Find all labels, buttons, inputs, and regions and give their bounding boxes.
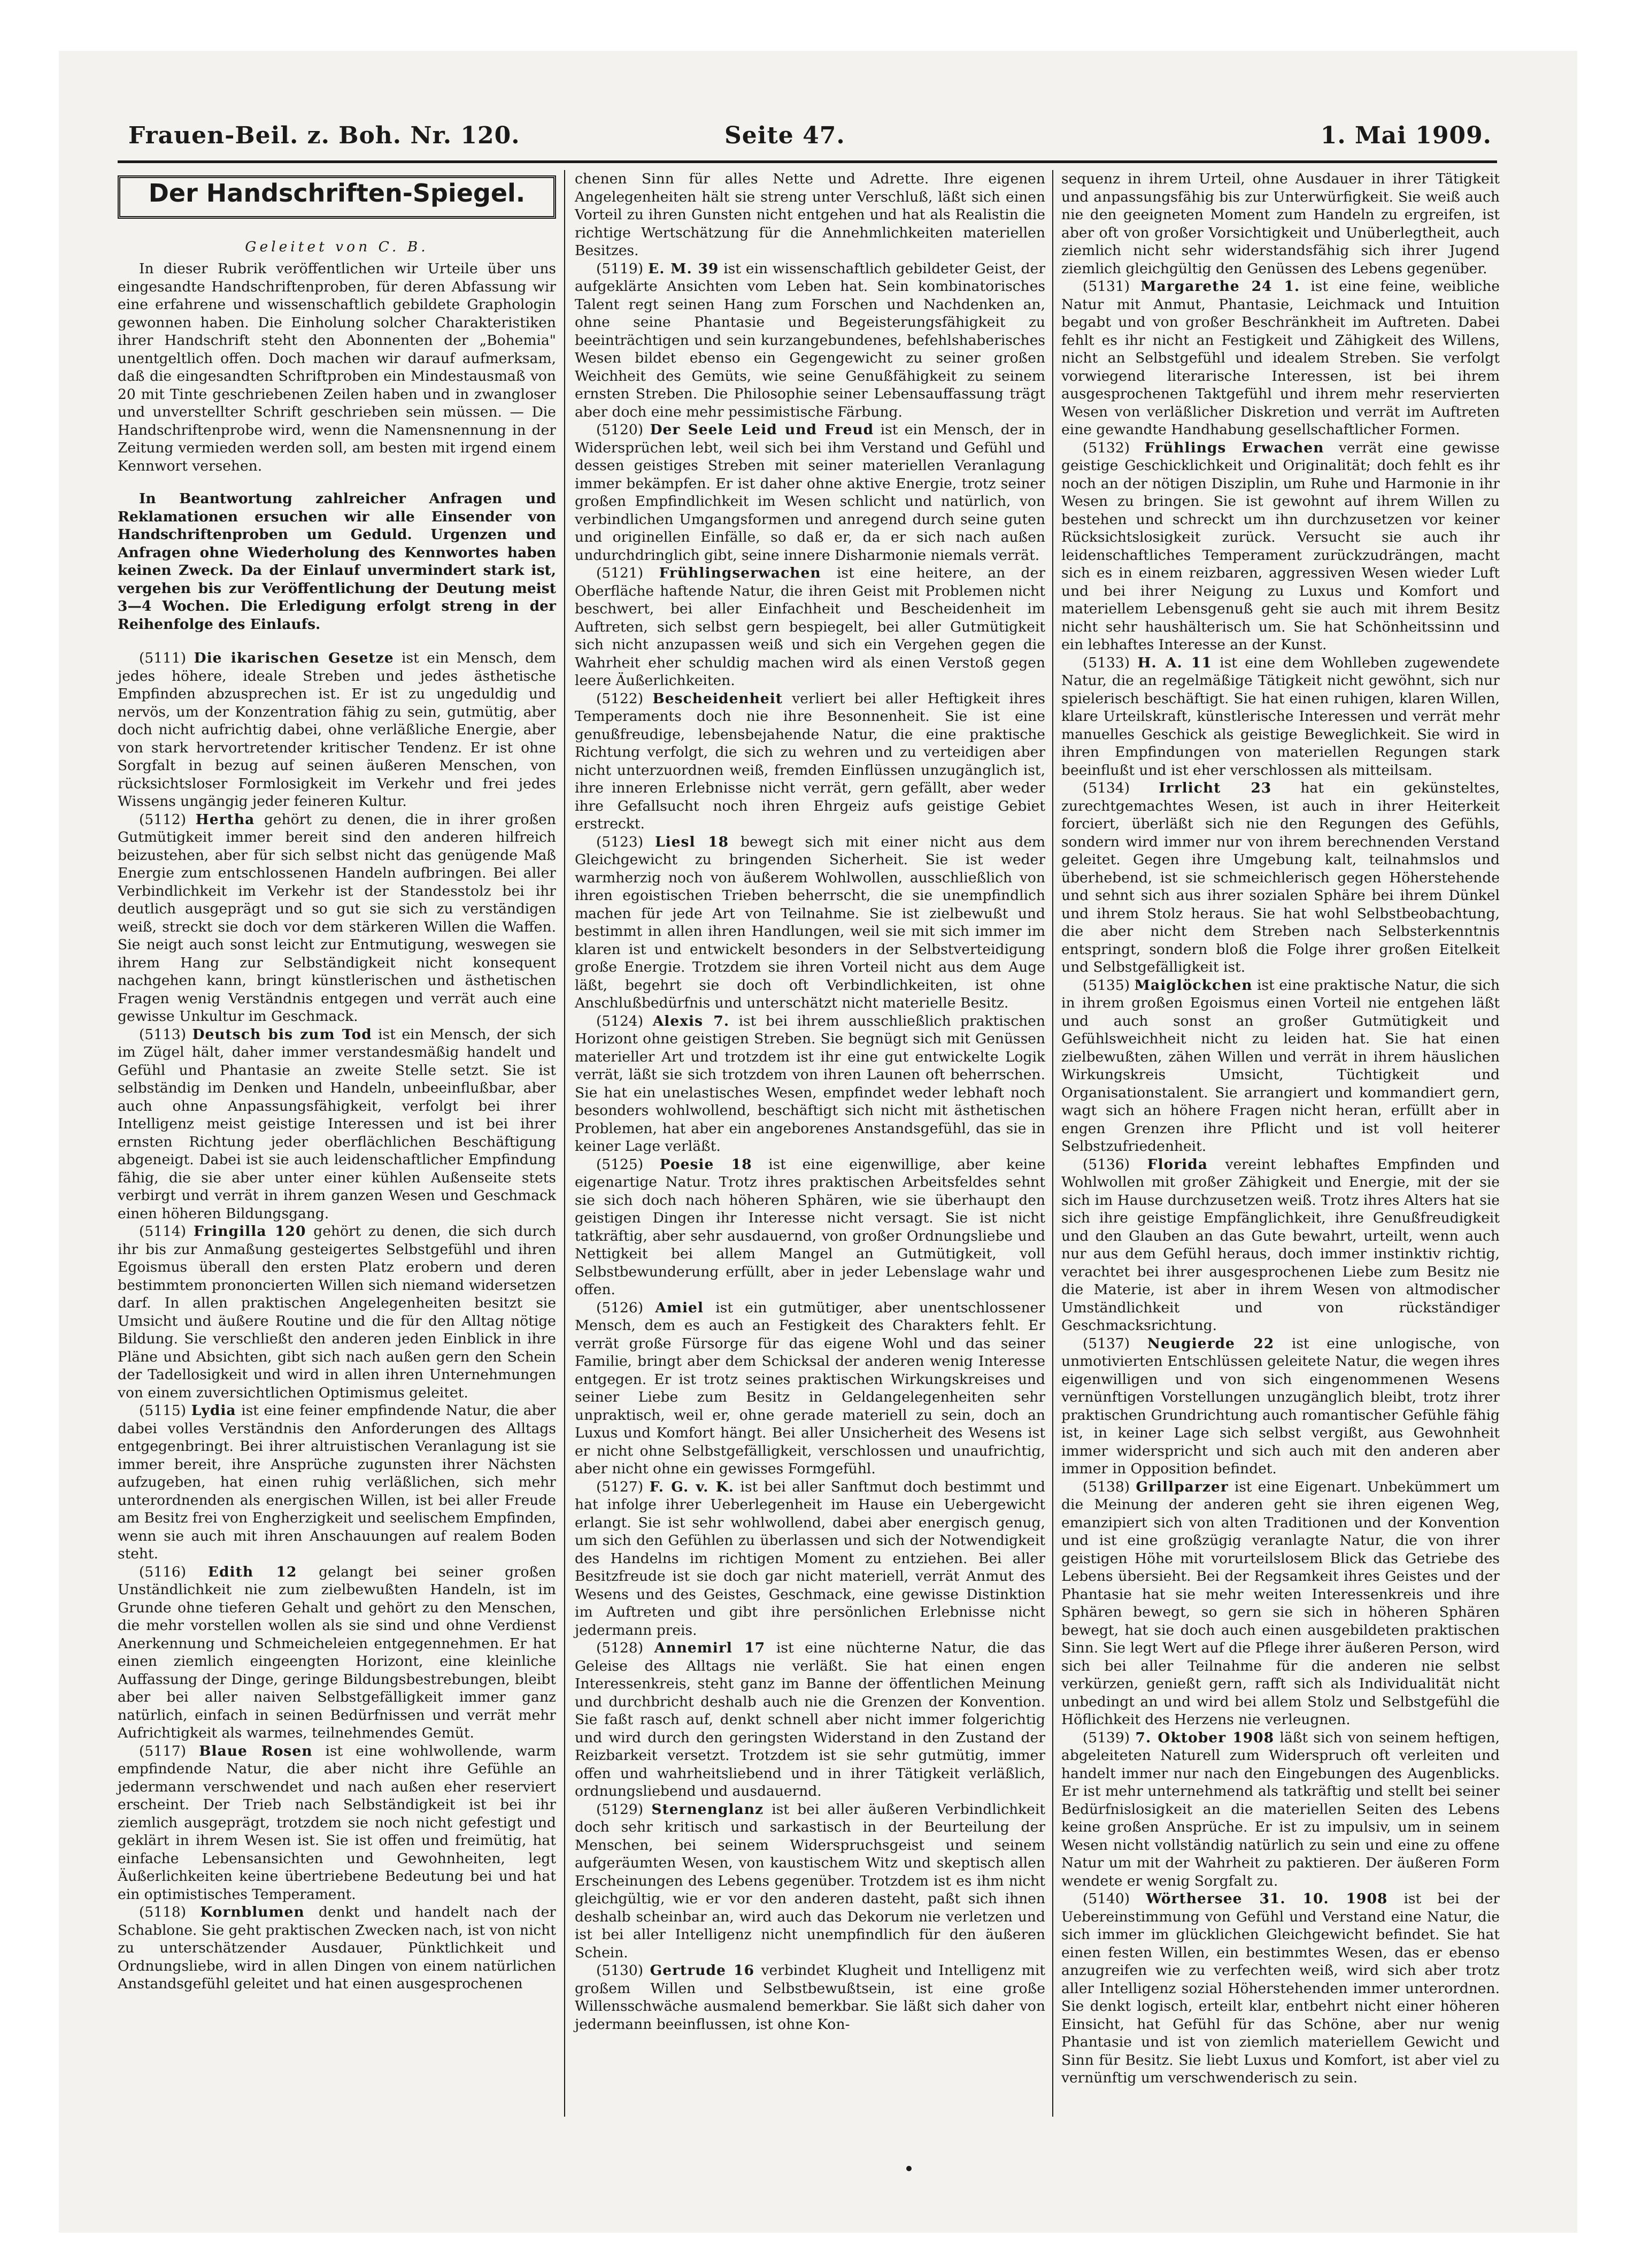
entry-number: (5114) bbox=[139, 1223, 194, 1240]
notice-paragraph: In Beantwortung zahlreicher Anfragen und Reklamationen ersuchen wir alle Einsender von Handschriftenproben um Geduld. Urgenzen und Anfragen ohne Wiederholung des Kennwortes haben keinen Zweck. Da der Einlauf unvermindert stark ist, vergehen bis zur Veröffentlichung der Deutung meist 3—4 Wochen. Die Erledigung erfolgt streng in der Reihenfolge des Einlaufs. bbox=[118, 490, 556, 633]
entry bbox=[1061, 1335, 1500, 1478]
entry-keyword: Annemirl 17 bbox=[654, 1640, 766, 1656]
entry-keyword: Frühlings Erwachen bbox=[1144, 439, 1324, 456]
entry-number: (5140) bbox=[1083, 1890, 1146, 1907]
entry bbox=[1061, 1156, 1500, 1335]
entry-text: denkt und handelt nach der Schablone. Sie geht praktischen Zwecken nach, ist von nicht zu unterschätzender Ausdauer, Pünktlichkeit und Ordnungsliebe, wird in allen Dingen von einem natürlichen Anstandsgefühl geleitet und hat einen ausgesprochenen bbox=[118, 1904, 556, 1992]
entry bbox=[118, 1402, 556, 1563]
entry-number: (5137) bbox=[1083, 1335, 1147, 1352]
entry-number: (5129) bbox=[596, 1801, 652, 1818]
entry-number: (5139) bbox=[1083, 1729, 1136, 1746]
entry-text: verrät eine gewisse geistige Geschicklichkeit und Originalität; doch fehlt es ihr noch an der nötigen Disziplin, um Ruhe und Harmonie in ihr Wesen zu bringen. Sie ist gewohnt auf ihrem Willen zu bestehen und schreckt um ihn durchzusetzen vor keiner Rücksichtslosigkeit zurück. Versucht sie auch ihr leidenschaftliches Temperament zurückzudrängen, macht sich es in einem reizbaren, aggressiven Wesen wieder Luft und bei ihrer Neigung zu Luxus und Komfort und materiellem Lebensgenuß geht sie auch mit ihrem Besitz nicht sehr haushälterisch um. Sie hat Schönheitssinn und ein lebhaftes Interesse an der Kunst. bbox=[1061, 439, 1500, 653]
entry-keyword: Poesie 18 bbox=[659, 1156, 752, 1173]
entry-text: ist bei aller Sanftmut doch bestimmt und hat infolge ihrer Ueberlegenheit im Hause ein Uebergewicht erlangt. Sie ist sehr wohlwollend, dabei aber energisch genug, um sich den Gefühlen zu überlassen und sich der Notwendigkeit des Handelns im richtigen Moment zu entziehen. Bei aller Besitzfreude ist sie doch gar nicht materiell, verrät Anmut des Wesens und des Geistes, Geschmack, eine gewisse Distinktion im Auftreten und gibt ihre persönlichen Erlebnisse nicht jedermann preis. bbox=[575, 1478, 1045, 1639]
entry bbox=[118, 1903, 556, 1993]
entry-number: (5126) bbox=[596, 1299, 655, 1316]
entry bbox=[575, 1478, 1045, 1640]
entry-keyword: Der Seele Leid und Freud bbox=[650, 421, 874, 438]
entry bbox=[118, 649, 556, 811]
entry-text: vereint lebhaftes Empfinden und Wohlwollen mit großer Zähigkeit und Energie, mit der sie sich im Hause durchzusetzen weiß. Trotz ihres Alters hat sie sich ihre geistige Empfänglichkeit, ihre Genußfreudigkeit und den Glauben an das Gute bewahrt, urteilt, wenn auch nur aus dem Gefühl heraus, doch immer instinktiv richtig, verachtet bei ihrer ausgesprochenen Liebe zum Besitz nie die Materie, ist aber in ihrem Wesen von altmodischer Umständlichkeit und von rückständiger Geschmacksrichtung. bbox=[1061, 1156, 1500, 1334]
entry-text: ist eine eigenwillige, aber keine eigenartige Natur. Trotz ihres praktischen Arbeitsfeldes sehnt sie sich doch nach höheren Sphären, wie sie überhaupt den geistigen Dingen ihr Interesse nicht versagt. Sie ist nicht tatkräftig, aber sehr ausdauernd, von großer Ordnungsliebe und Nettigkeit bei allem Mangel an Gutmütigkeit, voll Selbstbewunderung erfüllt, aber in jeder Lebenslage wahr und offen. bbox=[575, 1156, 1046, 1298]
column-3 bbox=[1061, 170, 1500, 2087]
entry-text: ist bei ihrem ausschließlich praktischen Horizont ohne geistigen Streben. Sie begnügt sich mit Genüssen materieller Art und trotzdem ist ihr eine gut entwickelte Logik verrät, läßt sie sich trotzdem von ihren Launen oft beherrschen. Sie hat ein unelastisches Wesen, empfindet weder lebhaft noch besonders wohlwollend, beschäftigt sich nicht mit ästhetischen Problemen, hat aber ein angeborenes Anstandsgefühl, das sie in keiner Lage verläßt. bbox=[575, 1012, 1045, 1155]
page-end-bullet bbox=[906, 2166, 912, 2171]
entry-text: ist eine Eigenart. Unbekümmert um die Meinung der anderen geht sie ihren eigenen Weg, emanzipiert sich von alten Traditionen und der Konvention und ist eine großzügig veranlagte Natur, die von ihrer geistigen Höhe mit vorurteilslosem Blick das Getriebe des Lebens übersieht. Bei der Regsamkeit ihres Geistes und der Phantasie hat sie mehr weiten Interessenkreis und ihre Sphären bewegt, so gern sie sich in höheren Sphären bewegt, hat sie doch auch einen ausgebildeten praktischen Sinn. Sie legt Wert auf die Pflege ihrer äußeren Person, wird sich bei aller Teilnahme für die anderen nie selbst verkürzen, genießt gern, rafft sich als Individualität nicht unbedingt an und wird bei allem Stolz und Selbstgefühl die Höflichkeit des Herzens nie verleugnen. bbox=[1061, 1478, 1500, 1728]
entry-number: (5132) bbox=[1083, 439, 1145, 456]
entry-text: hat ein gekünsteltes, zurechtgemachtes Wesen, ist auch in ihrer Heiterkeit forciert, überläßt sich nie den Regungen des Gefühls, sondern wird immer nur von ihrem berechnenden Verstand geleitet. Gegen ihre Umgebung kalt, teilnahmslos und überhebend, ist sie schmeichlerisch gegen Höherstehende und sehnt sich aus ihrer sozialen Sphäre bei ihrem Dünkel und ihrem Stolz heraus. Sie hat wohl Selbstbeobachtung, die aber nicht dem Streben nach Selbsterkenntnis entspringt, sondern bloß die Folge ihrer großen Eitelkeit und Selbstgefälligkeit ist. bbox=[1061, 780, 1500, 975]
entry bbox=[118, 811, 556, 1026]
entry-keyword: Edith 12 bbox=[207, 1563, 297, 1580]
entry-keyword: Blaue Rosen bbox=[199, 1742, 313, 1759]
entry bbox=[575, 1299, 1045, 1478]
entry-keyword: Deutsch bis zum Tod bbox=[192, 1026, 372, 1043]
entry-keyword: 7. Oktober 1908 bbox=[1135, 1729, 1275, 1746]
entry-keyword: Margarethe 24 1. bbox=[1140, 278, 1300, 295]
entry-text: gehört zu denen, die in ihrer großen Gutmütigkeit immer bereit sind den anderen hilfreich beizustehen, aber für sich selbst nicht das genügende Maß Energie zum entschlossenen Handeln aufbringen. Bei aller Verbindlichkeit im Verkehr ist der Standesstolz bei ihr deutlich ausgeprägt und so gut sie sich zu verständigen weiß, streckt sie doch vor dem stärkeren Willen die Waffen. Sie neigt auch sonst leicht zur Entmutigung, weswegen sie ihrem Hang zur Selbständigkeit nicht konsequent nachgehen kann, bringt künstlerischen und ästhetischen Fragen wenig Verständnis entgegen und verrät auch eine gewisse Unkultur im Geschmack. bbox=[118, 811, 556, 1025]
column-2-entries bbox=[575, 260, 1045, 2034]
entry bbox=[1061, 278, 1500, 439]
entry-keyword: Liesl 18 bbox=[655, 833, 729, 850]
entry-number: (5113) bbox=[139, 1026, 192, 1043]
entry-keyword: E. M. 39 bbox=[648, 260, 719, 277]
entry-number: (5112) bbox=[139, 811, 196, 828]
entry-text: ist ein Mensch, der in Widersprüchen lebt, weil sich bei ihm Verstand und Gefühl und dessen geistiges Streben mit seiner materiellen Veranlagung immer bekämpfen. Er ist daher ohne aktive Energie, trotz seiner großen Empfindlichkeit im Wesen schlicht und natürlich, von verbindlichen Umgangsformen und anregend durch seine guten und originellen Einfälle, so daß er, da er sich nach außen undurchdringlich gibt, seine innere Disharmonie niemals verrät. bbox=[575, 421, 1046, 564]
entry-number: (5115) bbox=[139, 1402, 191, 1419]
column-2-lead: chenen Sinn für alles Nette und Adrette. Ihre eigenen Angelegenheiten hält sie streng unter Verschluß, läßt sich einen Vorteil zu ihren Gunsten nicht entgehen und hat als Realistin die richtige Wertschätzung für die Annehmlichkeiten materiellen Besitzes. bbox=[575, 171, 1045, 259]
entry-text: ist ein wissenschaftlich gebildeter Geist, der aufgeklärte Ansichten vom Leben hat. Sein kombinatorisches Talent regt seinen Hang zum Forschen und Nachdenken an, ohne seine Phantasie und Begeisterungsfähigkeit zu beeinträchtigen und sein kurzangebundenes, befehlshaberisches Wesen bildet ebenso ein Gegengewicht zu seiner großen Weichheit des Gemüts, wie seine Genußfähigkeit zu seinem ernsten Streben. Die Philosophie seiner Lebensauffassung trägt aber doch eine mehr pessimistische Färbung. bbox=[575, 260, 1045, 420]
entry-number: (5128) bbox=[596, 1640, 654, 1656]
entry-keyword: F. G. v. K. bbox=[649, 1478, 735, 1495]
entry-number: (5122) bbox=[596, 690, 653, 707]
entry bbox=[118, 1026, 556, 1223]
entry-keyword: Wörthersee 31. 10. 1908 bbox=[1146, 1890, 1388, 1907]
entry bbox=[575, 1156, 1045, 1299]
entry-text: ist ein Mensch, dem jedes höhere, ideale Streben und jedes ästhetische Empfinden abzusprechen ist. Er ist zu ungeduldig und nervös, um der Konzentration fähig zu sein, gutmütig, aber doch nicht aufrichtig dabei, ohne verläßliche Energie, aber von stark hervortretender kritischer Tendenz. Er ist ohne Sorgfalt in bezug auf seinen äußeren Menschen, von rücksichtsloser Formlosigkeit im Verkehr und frei jedes Wissens ungängig jeder feineren Kultur. bbox=[118, 650, 557, 810]
entry-keyword: Alexis 7. bbox=[652, 1012, 730, 1029]
byline: Geleitet von C. B. bbox=[245, 238, 429, 255]
entry bbox=[575, 1639, 1045, 1801]
entry-number: (5117) bbox=[139, 1742, 199, 1759]
entry-text: läßt sich von seinem heftigen, abgeleiteten Naturell zum Widerspruch oft verleiten und handelt immer nur nach den Eingebungen des Augenblicks. Er ist mehr unternehmend als tatkräftig und stellt bei seiner Bedürfnislosigkeit an die materiellen Seiten des Lebens keine großen Ansprüche. Er ist zu impulsiv, um in seinem Wesen nicht vollständig natürlich zu sein und eine zu offene Natur um mit der Wahrheit zu paktieren. Der äußeren Form wendete er wenig Sorgfalt zu. bbox=[1061, 1729, 1500, 1889]
running-head-page-number: Seite 47. bbox=[724, 122, 845, 149]
entry-text: ist eine dem Wohlleben zugewendete Natur, die an regelmäßige Tätigkeit nicht gewöhnt, sich nur spielerisch beschäftigt. Sie hat einen ruhigen, klaren Willen, klare Urteilskraft, künstlerische Interessen und verrät mehr manuelles Geschick als geistige Beweglichkeit. Sie wird in ihren Empfindungen von materiellen Regungen stark beeinflußt und ist eher verschlossen als mitteilsam. bbox=[1061, 654, 1500, 779]
entry-text: ist eine feiner empfindende Natur, die aber dabei volles Verständnis den Anforderungen des Alltags entgegenbringt. Bei ihrer altruistischen Veranlagung ist sie immer bereit, ihre Ansprüche zugunsten ihrer Nächsten aufzugeben, hat einen ruhig verläßlichen, sich mehr unterordnenden als energischen Willen, ist bei aller Freude am Besitz frei von Engherzigkeit und seelischem Empfinden, wenn sie auch mit ihren Anschauungen auf realem Boden steht. bbox=[118, 1402, 556, 1562]
entry-keyword: Sternenglanz bbox=[651, 1801, 764, 1818]
entry-keyword: Kornblumen bbox=[200, 1904, 305, 1920]
header-rule bbox=[118, 160, 1497, 163]
entry-text: ist ein gutmütiger, aber unentschlossener Mensch, dem es auch an Festigkeit des Charakters fehlt. Er verrät große Fürsorge für das eigene Wohl und das seiner Familie, bringt aber dem Schicksal der anderen wenig Interesse entgegen. Er ist trotz seines praktischen Wirkungskreises und seiner Liebe zum Besitz in Geldangelegenheiten sehr unpraktisch, weil er, ohne gerade materiell zu sein, doch an Luxus und Komfort hängt. Bei aller Unsicherheit des Wesens ist er nicht ohne Selbstgefälligkeit, verschlossen und unaufrichtig, aber nicht ohne ein gewisses Formgefühl. bbox=[575, 1299, 1045, 1477]
entry-number: (5138) bbox=[1083, 1478, 1136, 1495]
entry-text: gehört zu denen, die sich durch ihr bis zur Anmaßung gesteigertes Selbstgefühl und ihren Egoismus überall den ersten Platz erobern und deren bestimmtem prononcierten Willen sich niemand widersetzen darf. In allen praktischen Angelegenheiten besitzt sie Umsicht und äußere Routine und die für den Alltag nötige Bildung. Sie verschließt den anderen jeden Einblick in ihre Pläne und Absichten, gibt sich nach außen gern den Schein der Tadellosigkeit und wird in allen ihren Unternehmungen von einem zuversichtlichen Optimismus geleitet. bbox=[118, 1223, 557, 1401]
column-3-entries bbox=[1061, 278, 1500, 2087]
entry bbox=[1061, 439, 1500, 654]
entry-keyword: Florida bbox=[1147, 1156, 1208, 1173]
column-divider-2 bbox=[1052, 170, 1053, 2117]
entry-keyword: Neugierde 22 bbox=[1147, 1335, 1275, 1352]
entry-text: ist bei aller äußeren Verbindlichkeit doch sehr kritisch und sarkastisch in der Beurteilung der Menschen, bei seinem Widerspruchsgeist und seinem aufgeräumten Wesen, von kaustischem Witz und skeptisch allen Erscheinungen des Lebens gegenüber. Trotzdem ist es ihm nicht gleichgültig, wie er vor den anderen dasteht, paßt sich ihnen deshalb scheinbar an, wird auch das Dekorum nie verletzen und ist bei aller Intelligenz nicht unempfindlich für den äußeren Schein. bbox=[575, 1801, 1045, 1961]
column-3-lead: sequenz in ihrem Urteil, ohne Ausdauer in ihrer Tätigkeit und anpassungsfähig bis zur Unterwürfigkeit. Sie weiß auch nie den geeigneten Moment zum Handeln zu ergreifen, ist aber oft von großer Vorsichtigkeit und Unüberlegtheit, auch ziemlich nicht sehr widerstandsfähig sich ihrer Jugend ziemlich gleichgültig den Genüssen des Lebens gegenüber. bbox=[1061, 171, 1500, 277]
entry-text: ist eine wohlwollende, warm empfindende Natur, die aber nicht ihre Gefühle an jedermann verschwendet und nach außen eher reserviert erscheint. Der Trieb nach Selbständigkeit ist bei ihr ziemlich ausgeprägt, trotzdem sie noch nicht gefestigt und geklärt in ihrem Wesen ist. Sie ist offen und freimütig, hat einfache Lebensansichten und Gewohnheiten, legt Äußerlichkeiten keine übertriebene Bedeutung bei und hat ein optimistisches Temperament. bbox=[118, 1742, 557, 1903]
entry bbox=[575, 1012, 1045, 1156]
entry-keyword: Amiel bbox=[655, 1299, 704, 1316]
entry-text: ist eine praktische Natur, die sich in ihrem großen Egoismus einen Vorteil nie entgehen läßt und auch sonst an großer Gutmütigkeit und Gefühlsweichheit nicht zu leiden hat. Sie hat einen zielbewußten, zähen Willen und verrät in ihrem häuslichen Wirkungskreis Umsicht, Tüchtigkeit und Organisationstalent. Sie arrangiert und kommandiert gern, wagt sich an höhere Fragen nicht heran, erfüllt aber in engen Grenzen ihre Pflicht und ist voll heiterer Selbstzufriedenheit. bbox=[1061, 977, 1500, 1155]
entry-number: (5121) bbox=[596, 565, 659, 581]
entry-number: (5131) bbox=[1083, 278, 1141, 295]
running-head bbox=[128, 122, 1492, 154]
entry-number: (5118) bbox=[139, 1904, 200, 1920]
entry bbox=[575, 690, 1045, 833]
entry-keyword: Maiglöckchen bbox=[1134, 977, 1253, 994]
entry-text: ist bei der Uebereinstimmung von Gefühl und Verstand eine Natur, die sich immer im glücklichen Gleichgewicht befindet. Sie hat einen festen Willen, ein bestimmtes Wesen, das er ebenso anzugreifen wie zu verfechten weiß, wird sich aber trotz aller Intelligenz sozial Höherstehenden immer unterordnen. Sie denkt logisch, erteilt klar, entbehrt nicht einer höheren Einsicht, hat Gefühl für das Schöne, aber nur wenig Phantasie und ist von ziemlich materiellem Gewicht und Sinn für Besitz. Sie liebt Luxus und Komfort, ist aber viel zu vernünftig um verschwenderisch zu sein. bbox=[1061, 1890, 1500, 2086]
entry-keyword: Gertrude 16 bbox=[650, 1962, 755, 1979]
entry bbox=[1061, 654, 1500, 780]
entry-number: (5119) bbox=[596, 260, 649, 277]
entry bbox=[1061, 779, 1500, 977]
running-head-publication: Frauen-Beil. z. Boh. Nr. 120. bbox=[128, 122, 520, 149]
entry bbox=[575, 260, 1045, 421]
entry-text: verliert bei aller Heftigkeit ihres Temperaments doch nie ihre Besonnenheit. Sie ist eine genußfreudige, lebensbejahende Natur, die eine praktische Richtung verfolgt, die sich zu wehren und zu verteidigen aber nicht unterzuordnen weiß, fremden Einflüssen unzugänglich ist, ihre inneren Erlebnisse nicht verrät, gern gefällt, aber weder ihre Gefallsucht noch ihren Ehrgeiz aufs geistige Gebiet erstreckt. bbox=[575, 690, 1045, 832]
entry-keyword: Grillparzer bbox=[1136, 1478, 1229, 1495]
entry-number: (5135) bbox=[1083, 977, 1135, 994]
intro-paragraph: In dieser Rubrik veröffentlichen wir Urteile über uns eingesandte Handschriftenproben, für deren Abfassung wir eine erfahrene und wissenschaftlich gebildete Graphologin gewonnen haben. Die Einholung solcher Charakteristiken ihrer Handschrift steht den Abonnenten der „Bohemia" unentgeltlich offen. Doch machen wir darauf aufmerksam, daß die eingesandten Schriftproben ein Mindestausmaß von 20 mit Tinte geschriebenen Zeilen haben und in zwangloser und unverstellter Schrift geschrieben sein müssen. — Die Handschriftenprobe wird, wenn die Namensnennung in der Zeitung vermieden werden soll, am besten mit irgend einem Kennwort versehen. bbox=[118, 260, 556, 474]
running-head-date: 1. Mai 1909. bbox=[1320, 122, 1492, 149]
entry bbox=[575, 1801, 1045, 1962]
entry bbox=[1061, 1478, 1500, 1729]
entry bbox=[575, 564, 1045, 690]
entry-number: (5130) bbox=[596, 1962, 650, 1979]
section-title-box bbox=[118, 175, 556, 219]
entry-keyword: Bescheidenheit bbox=[652, 690, 783, 707]
column-2 bbox=[575, 170, 1045, 2033]
entry-number: (5120) bbox=[596, 421, 650, 438]
entry bbox=[575, 833, 1045, 1012]
entry-keyword: Irrlicht 23 bbox=[1159, 780, 1272, 796]
entry-keyword: Frühlingserwachen bbox=[659, 565, 821, 581]
column-divider-1 bbox=[564, 170, 565, 2117]
entry-text: ist eine unlogische, von unmotivierten Entschlüssen geleitete Natur, die wegen ihres eigenwilligen und von sich eingenommenen Wesens vernünftigen Vorstellungen unzugänglich bleibt, trotz ihrer praktischen Grundrichtung auch romantischer Gefühle fähig ist, in keiner Lage sich selbst vergißt, aus Gewohnheit immer widerspricht und sich auch mit den anderen aber immer in Opposition befindet. bbox=[1061, 1335, 1500, 1477]
entry bbox=[1061, 977, 1500, 1156]
entry-text: bewegt sich mit einer nicht aus dem Gleichgewicht zu bringenden Sicherheit. Sie ist weder warmherzig noch von äußerem Wohlwollen, ausschließlich von ihren egoistischen Trieben beherrscht, die sie unempfindlich machen für jede Art von Teilnahme. Sie ist zielbewußt und bestimmt in allen ihren Handlungen, weil sie mit sich immer im klaren ist und entwickelt besonders in der Selbstverteidigung große Energie. Trotzdem sie ihren Vorteil nicht aus dem Auge läßt, begehrt sie doch oft Verbindlichkeiten, ist ohne Anschlußbedürfnis und unterschätzt nicht materielle Besitz. bbox=[575, 833, 1045, 1011]
entry bbox=[118, 1742, 556, 1904]
entry-text: gelangt bei seiner großen Unständlichkeit nie zum zielbewußten Handeln, ist im Grunde ohne tieferen Gehalt und gehört zu den Menschen, die mehr vorstellen wollen als sie sind und ohne Verdienst Anerkennung und Schmeicheleien entgegennehmen. Er hat einen ziemlich eingeengten Horizont, eine kleinliche Auffassung der Dinge, geringe Bildungsbestrebungen, bleibt aber bei aller naiven Selbstgefälligkeit immer ganz natürlich, einfach in seinen Bedürfnissen und verrät mehr Aufrichtigkeit als warmes, teilnehmendes Gemüt. bbox=[118, 1563, 556, 1741]
entry-number: (5116) bbox=[139, 1563, 208, 1580]
entry bbox=[118, 1223, 556, 1402]
entry bbox=[1061, 1729, 1500, 1890]
section-title: Der Handschriften-Spiegel. bbox=[148, 179, 526, 207]
entry-number: (5136) bbox=[1083, 1156, 1147, 1173]
entry bbox=[575, 421, 1045, 564]
entry-number: (5127) bbox=[596, 1478, 650, 1495]
entry-text: ist ein Mensch, der sich im Zügel hält, daher immer verstandesmäßig handelt und Gefühl und Phantasie an zweite Stelle setzt. Sie ist selbständig im Denken und Handeln, unbeeinflußbar, aber auch ohne Anpassungsfähigkeit, verfolgt bei ihrer Intelligenz meist geistige Interessen und ist bei ihrer ernsten Richtung jeder oberflächlichen Beschäftigung abgeneigt. Dabei ist sie auch leidenschaftlicher Empfindung fähig, die sie aber unter einer kühlen Außenseite stets verbirgt und verrät in ihrem ganzen Wesen und Geschmack einen höheren Bildungsgang. bbox=[118, 1026, 556, 1222]
entry-keyword: Hertha bbox=[195, 811, 255, 828]
entry bbox=[1061, 1890, 1500, 2087]
entry-text: ist eine heitere, an der Oberfläche haftende Natur, die ihren Geist mit Problemen nicht beschwert, bei aller Einfachheit und Bescheidenheit im Auftreten, sich selbst gern bespiegelt, bei aller Gutmütigkeit sich nicht anzupassen weiß und sich ein Vergehen gegen die Wahrheit eher schuldig machen wird als einen Verstoß gegen leere Äußerlichkeiten. bbox=[575, 565, 1046, 689]
entry bbox=[575, 1962, 1045, 2033]
entry-number: (5123) bbox=[596, 833, 655, 850]
entry bbox=[118, 1563, 556, 1742]
entry-number: (5111) bbox=[139, 650, 194, 666]
entry-keyword: H. A. 11 bbox=[1137, 654, 1212, 671]
entry-number: (5124) bbox=[596, 1012, 653, 1029]
entry-number: (5134) bbox=[1083, 780, 1159, 796]
entry-number: (5133) bbox=[1083, 654, 1138, 671]
entry-keyword: Fringilla 120 bbox=[193, 1223, 306, 1240]
column-1 bbox=[118, 170, 556, 1993]
entry-text: ist eine feine, weibliche Natur mit Anmut, Phantasie, Leichmack und Intuition begabt und von großer Beschränkheit im Auftreten. Dabei fehlt es ihr nicht an Festigkeit und Zähigkeit des Willens, nicht an Selbstgefühl und idealem Streben. Sie verfolgt vorwiegend literarische Interessen, ist bei ihrem ausgesprochenen Taktgefühl und ihrem mehr reservierten Wesen von verläßlicher Diskretion und verrät im Auftreten eine gewandte Handhabung gesellschaftlicher Formen. bbox=[1061, 278, 1500, 438]
entry-text: ist eine nüchterne Natur, die das Geleise des Alltags nie verläßt. Sie hat einen engen Interessenkreis, steht ganz im Banne der öffentlichen Meinung und durchbricht deshalb auch nie die Grenzen der Konvention. Sie faßt rasch auf, denkt schnell aber nicht immer folgerichtig und wird durch den geringsten Widerstand in den Zustand der Reizbarkeit versetzt. Trotzdem ist sie sehr gutmütig, immer offen und wahrheitsliebend und in ihrer Tätigkeit verläßlich, ordnungsliebend und ausdauernd. bbox=[575, 1640, 1045, 1800]
entry-number: (5125) bbox=[596, 1156, 660, 1173]
entry-keyword: Die ikarischen Gesetze bbox=[194, 650, 394, 666]
entry-keyword: Lydia bbox=[191, 1402, 236, 1419]
column-1-entries bbox=[118, 649, 556, 1993]
entry-text: verbindet Klugheit und Intelligenz mit großem Willen und Selbstbewußtsein, ist eine große Willensschwäche ausmalend bemerkbar. Sie läßt sich daher von jedermann beeinflussen, ist ohne Kon- bbox=[575, 1962, 1046, 2033]
